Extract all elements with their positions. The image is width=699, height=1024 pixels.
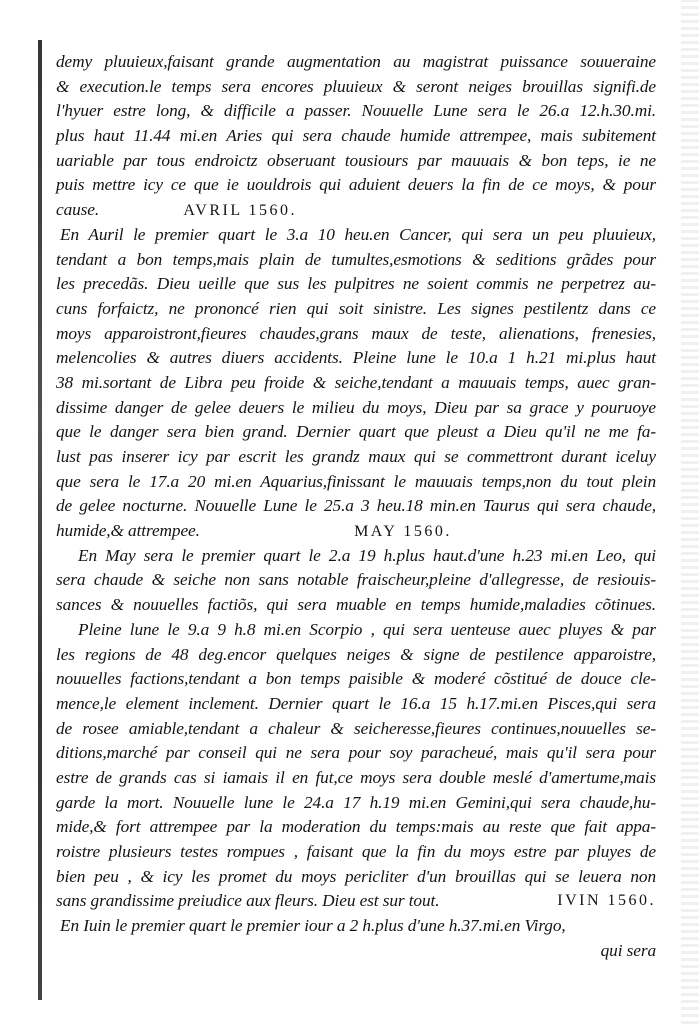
text-line: que sera le 17.a 20 mi.en Aquarius,finissant le mauuais temps,non du tout plein: [56, 471, 656, 491]
text-line: tendant a bon temps,mais plain de tumultes,esmotions & seditions grãdes pour: [56, 249, 656, 269]
text-line: de rosee amiable,tendant a chaleur & seicheresse,fieures continues,nouuelles se-: [56, 718, 656, 738]
text-line-with-heading: [56, 519, 656, 544]
text-line: dissime danger de gelee deuers le milieu du moys, Dieu par sa grace y pouruoye: [56, 397, 656, 417]
heading-june: IVIN 1560.: [557, 892, 656, 910]
text-line: cuns forfaictz, ne prononcé rien qui soit sinistre. Les signes pestilentz dans ce: [56, 298, 656, 318]
text-line: mide,& fort attrempee par la moderation du temps:mais au reste que fait appa-: [56, 817, 656, 837]
text-fragment: sans grandissime preiudice aux fleurs. Dieu est sur tout.: [56, 891, 440, 911]
text-line: & execution.le temps sera encores pluuieux & seront neiges brouillas signifi.de: [56, 76, 656, 96]
text-line: En Auril le premier quart le 3.a 10 heu.en Cancer, qui sera un peu pluuieux,: [60, 224, 656, 244]
text-line: 38 mi.sortant de Libra peu froide & seiche,tendant a mauuais temps, auec gran-: [56, 372, 656, 392]
text-line: l'hyuer estre long, & difficile a passer. Nouuelle Lune sera le 26.a 12.h.30.mi.: [56, 101, 656, 121]
almanac-text: [56, 50, 656, 963]
text-line: plus haut 11.44 mi.en Aries qui sera chaude humide attrempee, mais subitement: [56, 126, 656, 146]
text-line: puis mettre icy ce que ie uouldrois qui aduient deuers la fin de ce moys, & pour: [56, 175, 656, 195]
page-binding-edge: [38, 40, 42, 1000]
text-line: qui sera: [600, 940, 656, 960]
text-line: En Iuin le premier quart le premier iour a 2 h.plus d'une h.37.mi.en Virgo,: [60, 916, 566, 936]
text-line: les precedãs. Dieu ueille que sus les pulpitres ne soient commis ne perpetrez au-: [56, 274, 656, 294]
text-line: lust pas inserer icy par escrit les grandz maux qui se commettront durant iceluy: [56, 447, 656, 466]
text-line: ditions,marché par conseil qui ne sera pour soy paracheué, mais qu'il sera pour: [56, 743, 656, 763]
heading-april: AVRIL 1560.: [183, 202, 298, 220]
text-fragment: humide,& attrempee.: [56, 521, 200, 541]
page-edge-shadow: [681, 0, 699, 1024]
text-line: uariable par tous endroictz obseruant tousiours par mauuais & bon teps, ie ne: [56, 150, 656, 170]
text-line: moys apparoistront,fieures chaudes,grans maux de teste, alienations, frenesies,: [56, 323, 656, 343]
text-line: de gelee nocturne. Nouuelle Lune le 25.a 3 heu.18 min.en Taurus qui sera chaude,: [56, 496, 656, 516]
text-line: sances & nouuelles factiõs, qui sera muable en temps humide,maladies cõtinues.: [56, 595, 656, 615]
text-line: En May sera le premier quart le 2.a 19 h.plus haut.d'une h.23 mi.en Leo, qui: [78, 545, 656, 565]
text-line: sera chaude & seiche non sans notable fraischeur,pleine d'allegresse, de resiouis-: [56, 570, 656, 590]
text-line: garde la mort. Nouuelle lune le 24.a 17 h.19 mi.en Gemini,qui sera chaude,hu-: [56, 792, 656, 812]
text-line-with-heading: [56, 198, 656, 223]
text-line: roistre plusieurs testes rompues , faisant que la fin du moys estre par pluyes de: [56, 842, 656, 861]
text-line: que le danger sera bien grand. Dernier quart que pleust a Dieu qu'il ne me fa-: [56, 422, 656, 442]
text-line: mence,le element inclement. Dernier quart le 16.a 15 h.17.mi.en Pisces,qui sera: [56, 693, 656, 713]
text-line: demy pluuieux,faisant grande augmentation au magistrat puissance souueraine: [56, 52, 656, 71]
text-line: melencolies & autres diuers accidents. Pleine lune le 10.a 1 h.21 mi.plus haut: [56, 348, 656, 368]
text-line: nouuelles factions,tendant a bon temps paisible & moderé cõstitué de douce cle-: [56, 669, 656, 689]
text-line: les regions de 48 deg.encor quelques neiges & signe de pestilence apparoistre,: [56, 644, 656, 664]
text-line: Pleine lune le 9.a 9 h.8 mi.en Scorpio , qui sera uenteuse auec pluyes & par: [78, 619, 656, 639]
text-line: estre de grands cas si iamais il en fut,ce moys sera double meslé d'amertume,mais: [56, 767, 656, 787]
text-line-with-heading: [56, 889, 656, 914]
text-fragment: cause.: [56, 200, 100, 220]
heading-may: MAY 1560.: [354, 523, 452, 541]
text-line: bien peu , & icy les promet du moys pericliter d'un brouillas qui se leuera non: [56, 866, 656, 886]
